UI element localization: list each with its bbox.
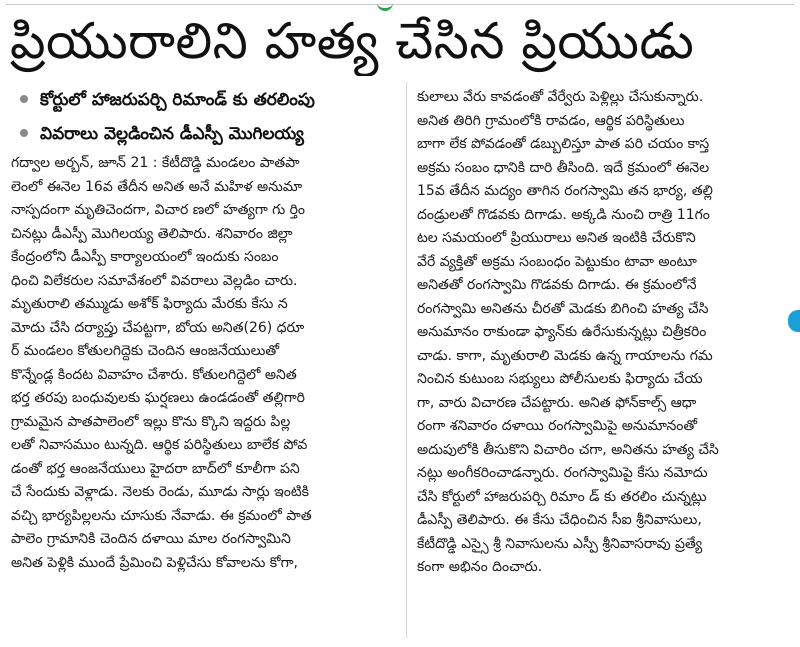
article-column-1: [11, 152, 398, 575]
column-divider: [406, 82, 407, 638]
article-text-line: బాగా లేక పోవడంతో డబ్బులిస్తూ పాత పరి చయం కాస్త: [417, 136, 710, 152]
article-text-line: కొన్నేండ్ల కిందట వివాహం చేశారు. కోతులగిద్దెలో అనిత: [11, 366, 297, 383]
headline: ప్రియురాలిని హత్య చేసిన ప్రియుడు: [10, 12, 695, 70]
article-text-line: మోదు చేసి దర్యాప్తు చేపట్టగా, బోయ అనిత(26) ధరూ: [11, 319, 305, 336]
article-text-line: చినట్లు డీఎస్పీ మొగిలయ్య తెలిపారు. శనివారం జిల్లా: [11, 225, 293, 242]
article-text-line: అనుమానం రాకుండా ఫ్యాన్‌కు ఉరేసుకున్నట్లు చిత్రీకరిం: [417, 324, 707, 340]
article-text-line: అక్రమ సంబం ధానికి దారి తీసింది. ఇదే క్రమంలో ఈనెల: [417, 159, 710, 176]
article-column-2: [417, 86, 789, 580]
article-text-line: మృతురాలి తమ్ముడు అశోక్ ఫిర్యాదు మేరకు కేసు న: [11, 296, 288, 312]
article-text-line: వేరే వ్యక్తితో అక్రమ సంబంధం పెట్టుకుం టావా అంటూ: [417, 253, 697, 270]
article-text-line: అనిత పెళ్లికి ముందే ప్రేమించి పెళ్లిచేసు కోవాలను కోగా,: [11, 554, 298, 571]
subheading-2-text: వివరాలు వెల్లడించిన డీఎస్పీ మొగిలయ్య: [40, 124, 304, 144]
article-text-line: గ్రామమైన పాతపాలెంలో ఇల్లు కొను క్కొని ఇద్దరు పిల్ల: [11, 413, 291, 430]
article-text-line: నాస్పదంగా మృతిచెందగా, విచార ణలో హత్యగా గు ర్తిం: [11, 202, 306, 218]
article-text-line: ధించి విలేకరుల సమావేశంలో వివరాలు వెల్లడిం చారు.: [11, 272, 298, 289]
article-text-line: లతో నివాసముం టున్నది. ఆర్థిక పరిస్థితులు బాలేక పోవ: [11, 437, 308, 453]
article-text-line: అనితతో రంగస్వామి గొడవకు దిగాడు. ఈ క్రమంలోనే: [417, 277, 697, 293]
article-text-line: చేసి కోర్టులో హాజరుపర్చి రిమాం డ్ కు తరలిం చున్నట్లు: [417, 488, 707, 505]
article-text-line: కేటీదొడ్డి ఎస్సై శ్రీ నివాసులను ఎస్పీ శ్రీనివాసరావు ప్రత్యే: [417, 535, 703, 552]
article-text-line: డంతో భర్త ఆంజనేయులు హైదరా బాద్‌లో కూలీగా పని: [11, 460, 300, 477]
article-text-line: దండ్రులతో గొడవకు దిగాడు. అక్కడి నుంచి రాత్రి 11గం: [417, 206, 710, 223]
article-text-line: టల సమయంలో ప్రియురాలు అనిత ఇంటికి చేరుకొని: [417, 230, 696, 246]
article-text-line: అనిత తిరిగి గ్రామంలోకి రావడం, ఆర్థిక పరిస్థితులు: [417, 112, 685, 129]
article-text-line: గద్వాల అర్బన్, జూన్ 21 : కేటీదొడ్డి మండలం పాతపా: [11, 155, 300, 171]
article-text-line: డీఎస్పీ తెలిపారు. ఈ కేసు చేధించిన సీఐ శ్రీనివాసులు,: [417, 512, 702, 528]
article-text-line: 15వ తేదీన మద్యం తాగిన రంగస్వామి తన భార్య, తల్లి: [417, 183, 713, 199]
article-text-line: వచ్చి భార్యపిల్లలను చూసుకు నేవాడు. ఈ క్రమంలో పాత: [11, 507, 312, 524]
article-text-line: లెంలో ఈనెల 16వ తేదీన అనిత అనే మహిళ అనుమా: [11, 178, 303, 195]
bullet-icon: [20, 95, 28, 103]
subheading-1-text: కోర్టులో హాజరుపర్చి రిమాండ్ కు తరలింపు: [40, 90, 315, 110]
subheading-1: [16, 85, 406, 115]
article-text-line: పాలెం గ్రామానికి చెందిన దళాయి మాల రంగస్వామిని: [11, 531, 291, 547]
article-text-line: కులాలు వేరు కావడంతో వేర్వేరు పెళ్లిల్లు చేసుకున్నారు.: [417, 89, 704, 105]
article-text-line: నట్లు అంగీకరించాడన్నారు. రంగస్వామిపై కేసు నమోదు: [417, 465, 708, 481]
article-text-line: అదుపులోకి తీసుకొని విచారిం చగా, అనితను హత్య చేసి: [417, 441, 719, 458]
side-marker: [788, 310, 800, 332]
subheading-2: [16, 119, 406, 149]
article-text-line: గా, వారు విచారణ చేపట్టారు. అనిత ఫోన్‌కాల్స్ ఆధా: [417, 394, 697, 411]
article-text-line: చే సేందుకు వెళ్లాడు. నెలకు రెండు, మూడు సార్లు ఇంటికి: [11, 484, 309, 500]
article-text-line: రంగస్వామి అనితను చీరతో మెడకు బిగించి హత్య చేసి: [417, 300, 709, 317]
article-text-line: కేంద్రంలోని డీఎస్పీ కార్యాలయంలో ఇందుకు సంబం: [11, 249, 279, 265]
article-text-line: ర్ మండలం కోతులగిద్దెకు చెందిన ఆంజనేయులుతో: [11, 343, 280, 359]
article-text-line: చాడు. కాగా, మృతురాలి మెడకు ఉన్న గాయాలను గమ: [417, 347, 713, 364]
article-text-line: రంగా శనివారం దళాయి రంగస్వామిపై అనుమానంతో: [417, 418, 698, 434]
bullet-icon: [20, 129, 28, 137]
top-rule: [6, 4, 794, 5]
article-text-line: కంగా అభినం దించారు.: [417, 559, 543, 575]
article-text-line: నించిన కుటుంబ సభ్యులు పోలీసులకు ఫిర్యాదు చేయ: [417, 371, 703, 387]
article-text-line: భర్త తరపు బంధువులకు ఘర్షణలు ఉండడంతో తల్లిగారి: [11, 390, 305, 406]
